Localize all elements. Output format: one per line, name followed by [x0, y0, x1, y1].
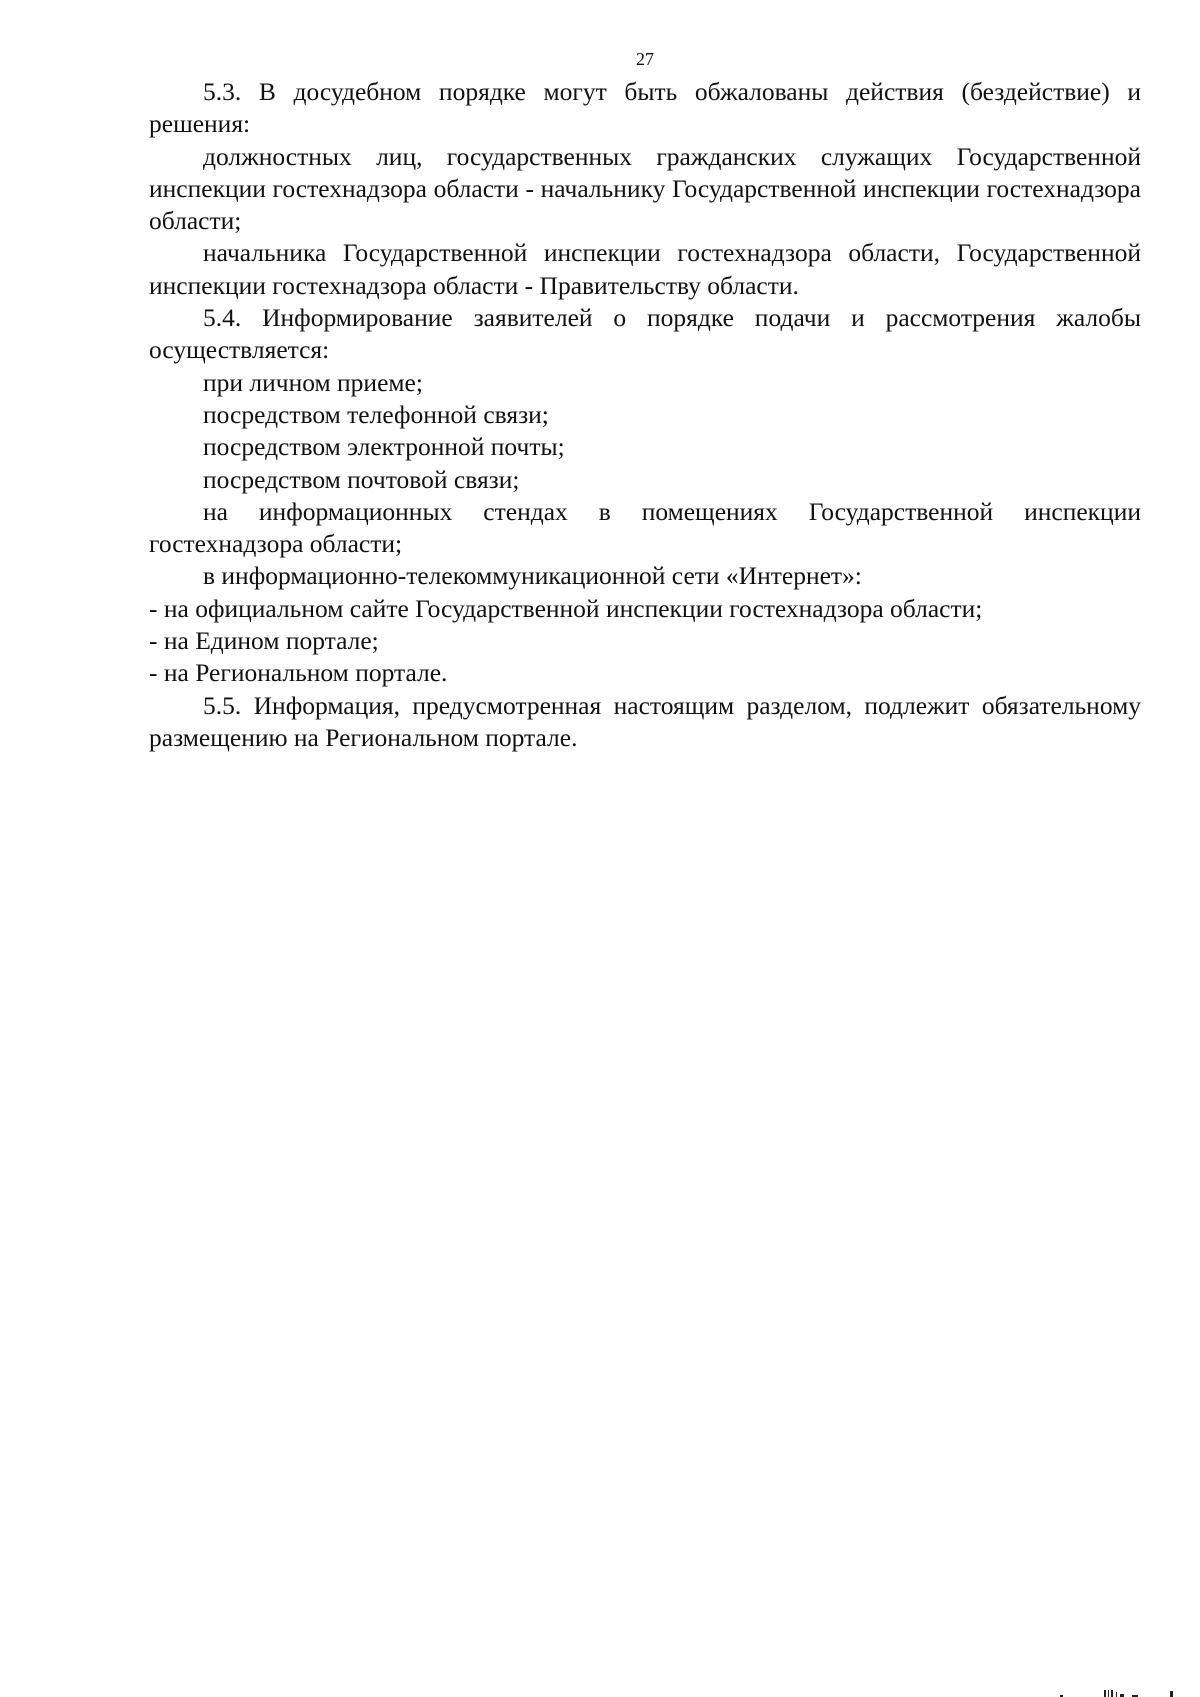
scan-barcode-mark	[1058, 1689, 1178, 1697]
list-item-unified-portal: - на Едином портале;	[149, 626, 379, 656]
paragraph-appeal-officials: должностных лиц, государственных гражданских служащих Государственной инспекции гостехнадзора области - начальнику Государственной инспекции гостехнадзора области;	[149, 141, 1141, 236]
paragraph-5-5: 5.5. Информация, предусмотренная настоящим разделом, подлежит обязательному размещению на Региональном портале.	[149, 690, 1141, 752]
list-item-info-stands: на информационных стендах в помещениях Государственной инспекции гостехнадзора области;	[149, 496, 1141, 559]
list-item-personal-reception: при личном приеме;	[203, 367, 423, 397]
page-number: 27	[636, 49, 654, 69]
paragraph-5-3: 5.3. В досудебном порядке могут быть обжалованы действия (бездействие) и решения:	[149, 77, 1141, 139]
paragraph-5-4: 5.4. Информирование заявителей о порядке подачи и рассмотрения жалобы осуществляется:	[149, 303, 1141, 365]
list-item-regional-portal: - на Региональном портале.	[149, 658, 448, 688]
list-item-official-site: - на официальном сайте Государственной инспекции гостехнадзора области;	[149, 593, 983, 623]
document-body	[149, 76, 1141, 754]
list-item-internet: в информационно-телекоммуникационной сети «Интернет»:	[203, 561, 862, 591]
paragraph-appeal-head: начальника Государственной инспекции гостехнадзора области, Государственной инспекции гостехнадзора области - Правительству области.	[149, 238, 1141, 300]
list-item-email: посредством электронной почты;	[203, 432, 565, 462]
list-item-telephone: посредством телефонной связи;	[203, 399, 549, 429]
list-item-post: посредством почтовой связи;	[203, 464, 520, 494]
